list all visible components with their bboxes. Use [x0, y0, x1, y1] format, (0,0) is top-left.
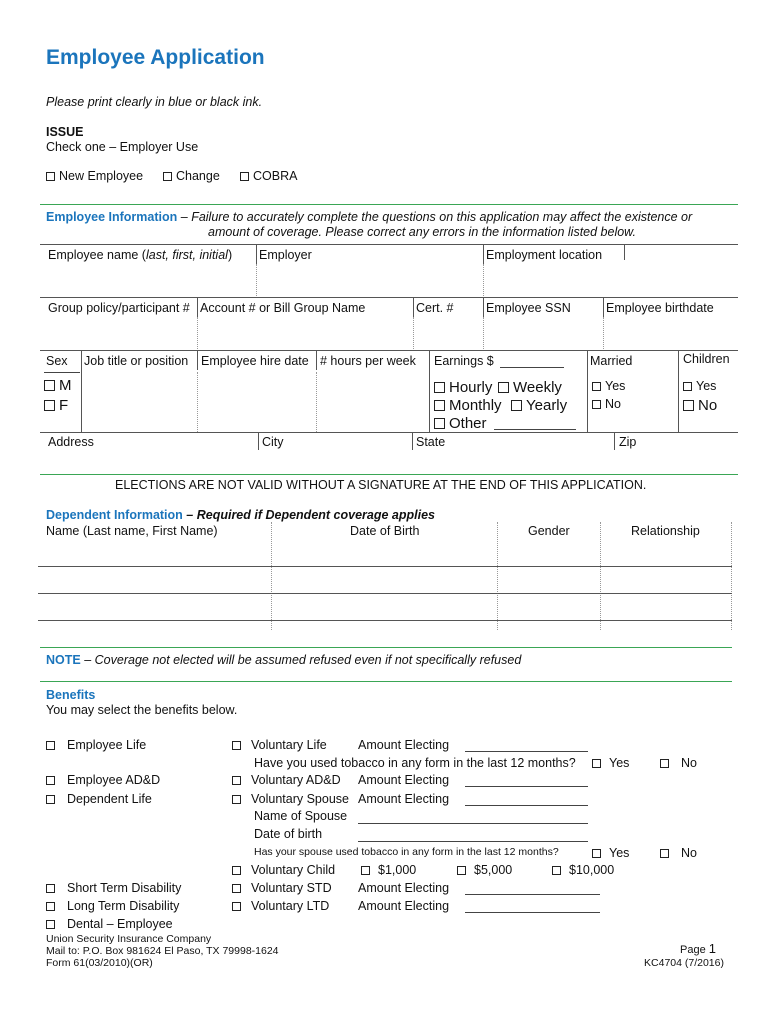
employee-info-heading-line: Employee Information – Failure to accurately complete the questions on this application may affect the existence or — [46, 210, 693, 224]
divider — [40, 297, 738, 298]
benefit-voluntary-spouse[interactable]: Voluntary Spouse — [232, 792, 349, 806]
earnings-label: Earnings $ — [434, 354, 494, 368]
divider — [40, 432, 738, 433]
vol-spouse-amount-field[interactable] — [465, 805, 588, 806]
dependent-col-gender: Gender — [528, 524, 570, 538]
tobacco-yes[interactable]: Yes — [592, 756, 629, 770]
employment-location-label: Employment location — [486, 248, 603, 262]
checkbox-icon[interactable] — [683, 382, 692, 391]
married-option-yes[interactable]: Yes — [592, 379, 625, 393]
issue-option-cobra[interactable]: COBRA — [240, 169, 297, 183]
elections-notice: ELECTIONS ARE NOT VALID WITHOUT A SIGNATURE AT THE END OF THIS APPLICATION. — [115, 478, 647, 492]
pay-option-hourly[interactable]: Hourly — [434, 379, 492, 396]
children-option-yes[interactable]: Yes — [683, 379, 716, 393]
checkbox-icon[interactable] — [434, 382, 445, 393]
benefit-dependent-life[interactable]: Dependent Life — [46, 792, 152, 806]
benefit-voluntary-child[interactable]: Voluntary Child — [232, 863, 335, 877]
sex-option-m[interactable]: M — [44, 377, 72, 394]
city-label: City — [262, 435, 284, 449]
children-label: Children — [683, 352, 730, 366]
married-option-no[interactable]: No — [592, 397, 621, 411]
benefit-std[interactable]: Short Term Disability — [46, 881, 181, 895]
footer-company: Union Security Insurance Company — [46, 933, 212, 945]
checkbox-icon[interactable] — [44, 380, 55, 391]
divider — [40, 647, 732, 648]
spouse-name-field[interactable] — [358, 823, 588, 824]
checkbox-icon[interactable] — [232, 776, 241, 785]
dependent-row-line — [38, 566, 732, 567]
checkbox-icon[interactable] — [592, 400, 601, 409]
vol-add-amount-label: Amount Electing — [358, 773, 450, 787]
benefits-heading: Benefits — [46, 688, 96, 702]
spouse-tobacco-question: Has your spouse used tobacco in any form in the last 12 months? — [254, 846, 559, 858]
dependent-row-line — [38, 620, 732, 621]
spouse-tobacco-yes[interactable]: Yes — [592, 846, 629, 860]
ssn-label: Employee SSN — [486, 301, 571, 315]
group-policy-label: Group policy/participant # — [48, 301, 190, 315]
employee-name-label: Employee name (last, first, initial) — [48, 248, 233, 262]
dependent-row-line — [38, 593, 732, 594]
tobacco-question: Have you used tobacco in any form in the last 12 months? — [254, 756, 576, 770]
children-option-no[interactable]: No — [683, 397, 717, 414]
dependent-col-relationship: Relationship — [631, 524, 700, 538]
sex-label: Sex — [46, 354, 68, 368]
vol-std-amount-label: Amount Electing — [358, 881, 450, 895]
issue-heading: ISSUE — [46, 125, 84, 139]
vol-add-amount-field[interactable] — [465, 786, 588, 787]
footer-page: Page 1 — [680, 941, 716, 956]
sex-option-f[interactable]: F — [44, 397, 68, 414]
benefit-employee-add[interactable]: Employee AD&D — [46, 773, 160, 787]
address-label: Address — [48, 435, 94, 449]
vol-ltd-amount-field[interactable] — [465, 912, 600, 913]
checkbox-icon[interactable] — [592, 849, 601, 858]
instructions: Please print clearly in blue or black ink. — [46, 95, 263, 109]
benefit-voluntary-add[interactable]: Voluntary AD&D — [232, 773, 341, 787]
child-amount-5000[interactable]: $5,000 — [457, 863, 512, 877]
checkbox-icon[interactable] — [46, 741, 55, 750]
spouse-tobacco-no[interactable]: No — [660, 846, 697, 860]
checkbox-icon[interactable] — [552, 866, 561, 875]
dependent-col-name: Name (Last name, First Name) — [46, 524, 218, 538]
pay-option-other[interactable]: Other — [434, 415, 487, 432]
cert-label: Cert. # — [416, 301, 454, 315]
checkbox-icon[interactable] — [434, 400, 445, 411]
checkbox-icon[interactable] — [660, 849, 669, 858]
spouse-dob-field[interactable] — [358, 841, 588, 842]
checkbox-icon[interactable] — [592, 382, 601, 391]
child-amount-1000[interactable]: $1,000 — [361, 863, 416, 877]
checkbox-icon[interactable] — [46, 884, 55, 893]
benefit-dental[interactable]: Dental – Employee — [46, 917, 173, 931]
spouse-name-label: Name of Spouse — [254, 809, 348, 823]
checkbox-icon[interactable] — [163, 172, 172, 181]
checkbox-icon[interactable] — [592, 759, 601, 768]
state-label: State — [416, 435, 446, 449]
divider — [40, 204, 738, 205]
pay-option-weekly[interactable]: Weekly — [498, 379, 562, 396]
benefits-subtext: You may select the benefits below. — [46, 703, 238, 717]
checkbox-icon[interactable] — [498, 382, 509, 393]
page-title: Employee Application — [46, 46, 265, 69]
checkbox-icon[interactable] — [240, 172, 249, 181]
checkbox-icon[interactable] — [46, 795, 55, 804]
divider — [40, 244, 738, 245]
vol-spouse-amount-label: Amount Electing — [358, 792, 450, 806]
footer-mail: Mail to: P.O. Box 981624 El Paso, TX 79998-1624 — [46, 945, 279, 957]
vol-std-amount-field[interactable] — [465, 894, 600, 895]
zip-label: Zip — [619, 435, 637, 449]
issue-subtext: Check one – Employer Use — [46, 140, 199, 154]
child-amount-10000[interactable]: $10,000 — [552, 863, 614, 877]
dependent-col-dob: Date of Birth — [350, 524, 420, 538]
birthdate-label: Employee birthdate — [606, 301, 714, 315]
checkbox-icon[interactable] — [232, 902, 241, 911]
vol-life-amount-label: Amount Electing — [358, 738, 450, 752]
vol-life-amount-field[interactable] — [465, 751, 588, 752]
pay-option-yearly[interactable]: Yearly — [511, 397, 567, 414]
checkbox-icon[interactable] — [660, 759, 669, 768]
employer-label: Employer — [259, 248, 312, 262]
benefit-employee-life[interactable]: Employee Life — [46, 738, 146, 752]
checkbox-icon[interactable] — [46, 902, 55, 911]
checkbox-icon[interactable] — [46, 172, 55, 181]
checkbox-icon[interactable] — [511, 400, 522, 411]
divider — [40, 474, 738, 475]
checkbox-icon[interactable] — [434, 418, 445, 429]
account-label: Account # or Bill Group Name — [200, 301, 366, 315]
benefit-voluntary-life[interactable]: Voluntary Life — [232, 738, 327, 752]
checkbox-icon[interactable] — [683, 400, 694, 411]
pay-option-monthly[interactable]: Monthly — [434, 397, 502, 414]
benefit-ltd[interactable]: Long Term Disability — [46, 899, 179, 913]
benefit-voluntary-std[interactable]: Voluntary STD — [232, 881, 332, 895]
dependent-heading-line: Dependent Information – Required if Dependent coverage applies — [46, 508, 435, 522]
issue-option-new[interactable]: New Employee — [46, 169, 143, 183]
checkbox-icon[interactable] — [46, 776, 55, 785]
employee-info-note: amount of coverage. Please correct any errors in the information listed below. — [208, 225, 636, 239]
hire-date-label: Employee hire date — [201, 354, 309, 368]
divider — [40, 350, 738, 351]
checkbox-icon[interactable] — [232, 795, 241, 804]
checkbox-icon[interactable] — [361, 866, 370, 875]
checkbox-icon[interactable] — [232, 866, 241, 875]
checkbox-icon[interactable] — [232, 741, 241, 750]
issue-option-change[interactable]: Change — [163, 169, 220, 183]
note-line: NOTE – Coverage not elected will be assumed refused even if not specifically refused — [46, 653, 522, 667]
divider — [40, 681, 732, 682]
checkbox-icon[interactable] — [232, 884, 241, 893]
hours-label: # hours per week — [320, 354, 416, 368]
job-title-label: Job title or position — [84, 354, 189, 368]
checkbox-icon[interactable] — [46, 920, 55, 929]
vol-ltd-amount-label: Amount Electing — [358, 899, 450, 913]
benefit-voluntary-ltd[interactable]: Voluntary LTD — [232, 899, 329, 913]
checkbox-icon[interactable] — [44, 400, 55, 411]
spouse-dob-label: Date of birth — [254, 827, 323, 841]
tobacco-no[interactable]: No — [660, 756, 697, 770]
checkbox-icon[interactable] — [457, 866, 466, 875]
footer-form: Form 61(03/2010)(OR) — [46, 957, 153, 969]
footer-code: KC4704 (7/2016) — [644, 957, 724, 969]
married-label: Married — [590, 354, 633, 368]
